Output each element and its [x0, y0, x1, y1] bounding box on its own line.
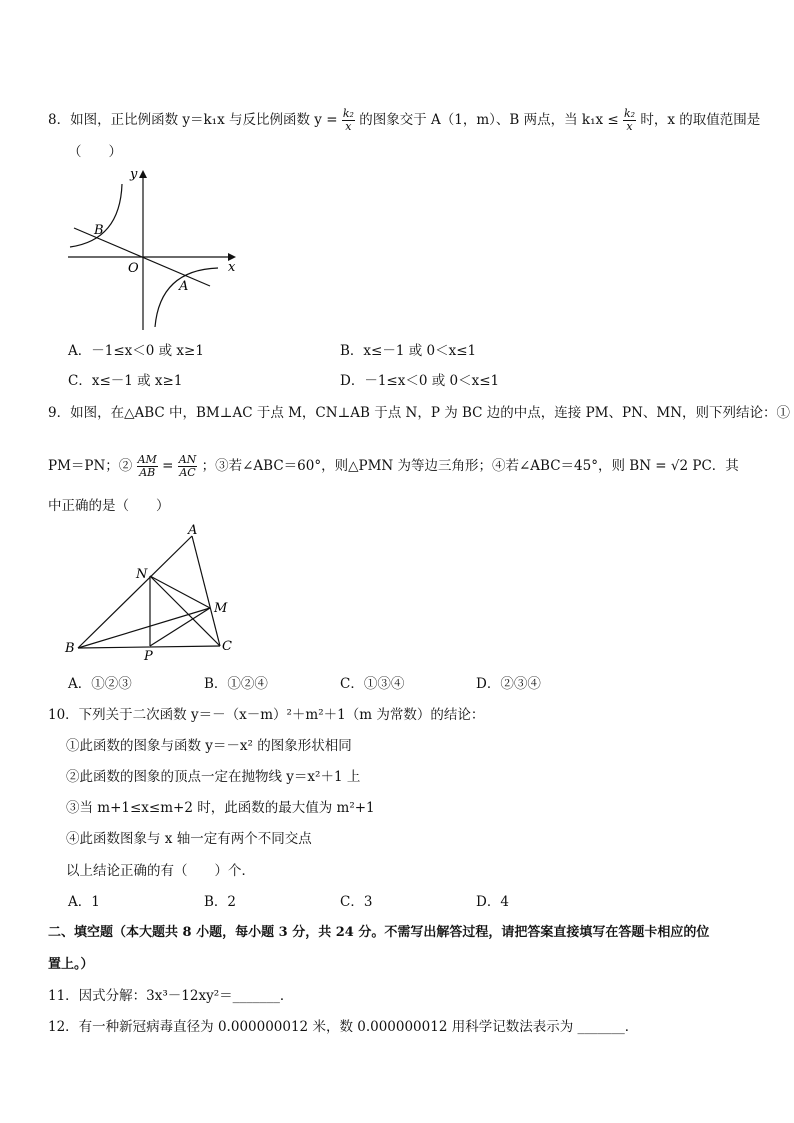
- q8-option-c[interactable]: C．x≤－1 或 x≥1: [68, 373, 183, 389]
- hyperbola-branch-lower-right: [155, 268, 218, 327]
- q10-option-a[interactable]: A．1: [68, 894, 100, 910]
- q8-option-b[interactable]: B．x≤－1 或 0＜x≤1: [340, 343, 477, 359]
- segment-mn: [150, 576, 210, 608]
- label-p: P: [144, 649, 153, 662]
- q8-option-d[interactable]: D．－1≤x＜0 或 0＜x≤1: [340, 373, 500, 389]
- q12-stem: 12．有一种新冠病毒直径为 0.000000012 米，数 0.000000012 用科学记数法表示为 _______．: [48, 1019, 639, 1035]
- q9-line2-part2: ；③若∠ABC＝60°，则△PMN 为等边三角形；④若∠ABC＝45°，则 BN = √2 PC．其: [201, 458, 739, 474]
- q9-option-c[interactable]: C．①③④: [340, 676, 405, 692]
- q10-tail: 以上结论正确的有（ ）个．: [66, 863, 255, 879]
- label-c: C: [222, 639, 232, 654]
- label-o: O: [128, 261, 139, 276]
- q9-stem-line2: [48, 454, 739, 479]
- q10-option-c[interactable]: C．3: [340, 894, 373, 910]
- q10-item-2: ②此函数的图象的顶点一定在抛物线 y＝x²＋1 上: [66, 769, 361, 785]
- label-m: M: [214, 601, 228, 616]
- frac-denominator: x: [626, 120, 633, 133]
- frac-numerator: k₂: [624, 107, 636, 120]
- label-b: B: [65, 641, 75, 656]
- segment-cn: [150, 576, 220, 646]
- q8-fraction-k2-over-x: [342, 108, 355, 133]
- q8-option-a[interactable]: A．－1≤x＜0 或 x≥1: [68, 343, 204, 359]
- q9-equals: =: [162, 458, 174, 474]
- q10-stem: 10．下列关于二次函数 y＝－（x－m）²＋m²＋1（m 为常数）的结论：: [48, 707, 485, 723]
- q8-stem-part1: 8．如图，正比例函数 y＝k₁x 与反比例函数 y =: [48, 112, 338, 128]
- side-ac: [192, 536, 220, 646]
- q9-stem-line3: 中正确的是（ ）: [48, 498, 170, 514]
- label-n: N: [136, 567, 148, 582]
- q10-option-b[interactable]: B．2: [204, 894, 237, 910]
- q10-option-d[interactable]: D．4: [476, 894, 509, 910]
- frac-denominator: x: [345, 120, 352, 133]
- section2-heading-line2: 置上。）: [48, 957, 94, 972]
- frac-denominator: AB: [139, 466, 156, 479]
- q9-line2-part1: PM＝PN；②: [48, 458, 133, 474]
- q9-fraction-an-ac: [178, 454, 198, 479]
- q8-figure: [60, 162, 250, 337]
- label-a: A: [188, 523, 198, 538]
- q9-option-b[interactable]: B．①②④: [204, 676, 268, 692]
- q11-stem: 11．因式分解：3x³－12xy²＝_______．: [48, 988, 294, 1004]
- label-x: x: [228, 260, 236, 275]
- q8-stem-part2: 的图象交于 A（1，m）、B 两点，当 k₁x ≤: [359, 112, 619, 128]
- q8-stem-part3: 时，x 的取值范围是: [640, 112, 761, 128]
- q8-fraction-k2-over-x-2: [623, 108, 636, 133]
- q8-paren: （ ）: [68, 144, 122, 160]
- y-axis-arrow: [139, 170, 147, 178]
- q9-stem-line1: 9．如图，在△ABC 中，BM⊥AC 于点 M，CN⊥AB 于点 N，P 为 BC 边的中点，连接 PM、PN、MN，则下列结论：①: [48, 405, 791, 421]
- q8-stem: [48, 108, 760, 133]
- frac-numerator: AN: [178, 453, 197, 466]
- q9-option-a[interactable]: A．①②③: [68, 676, 132, 692]
- frac-denominator: AC: [179, 466, 196, 479]
- q10-item-3: ③当 m+1≤x≤m+2 时，此函数的最大值为 m²+1: [66, 800, 375, 816]
- frac-numerator: k₂: [342, 107, 354, 120]
- label-b: B: [94, 223, 104, 238]
- label-y: y: [130, 167, 138, 182]
- q9-option-d[interactable]: D．②③④: [476, 676, 541, 692]
- q10-item-1: ①此函数的图象与函数 y＝－x² 的图象形状相同: [66, 738, 352, 754]
- frac-numerator: AM: [137, 453, 157, 466]
- q9-fraction-am-ab: [137, 454, 158, 479]
- label-a: A: [179, 279, 189, 294]
- section2-heading-line1: 二、填空题（本大题共 8 小题，每小题 3 分，共 24 分。不需写出解答过程，请把答案直接填写在答题卡相应的位: [48, 925, 710, 940]
- q10-item-4: ④此函数图象与 x 轴一定有两个不同交点: [66, 831, 312, 847]
- q9-figure: [60, 522, 240, 662]
- side-bc: [78, 646, 220, 648]
